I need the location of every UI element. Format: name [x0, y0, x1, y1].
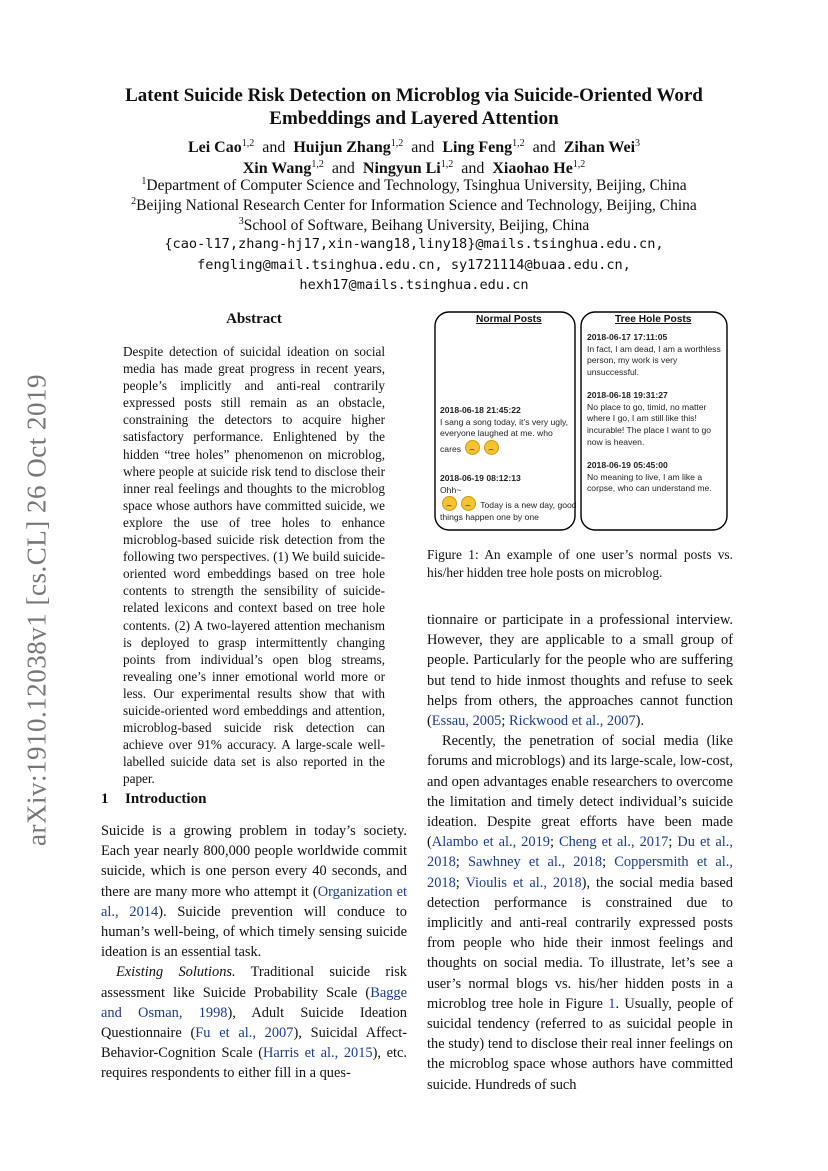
citation-link[interactable]: Fu et al., 2007 — [195, 1025, 294, 1042]
affiliation-sup: 1 — [141, 176, 147, 187]
citation-link[interactable]: Rickwood et al., 2007 — [508, 713, 636, 730]
email-line: fengling@mail.tsinghua.edu.cn, sy1721114@buaa.edu.cn, — [197, 256, 631, 273]
paragraph-lead: Existing Solutions. — [116, 964, 236, 981]
author-conjunction: and — [532, 139, 556, 156]
citation-link[interactable]: Essau, 2005 — [431, 713, 502, 730]
tree-hole-post — [587, 332, 723, 379]
author-name: Ningyun Li — [362, 160, 441, 177]
citation-link[interactable]: Organization et al., 2014 — [101, 883, 407, 920]
post-text: No meaning to live, I am like a corpse, who can understand me. — [587, 471, 712, 494]
intro-left-column — [101, 821, 407, 1084]
author-name: Xin Wang — [242, 160, 312, 177]
affiliation — [60, 176, 768, 196]
post-timestamp: 2018-06-19 08:12:13 — [440, 473, 521, 483]
author-affil-sup: 1,2 — [572, 159, 586, 170]
author-name: Xiaohao He — [492, 160, 573, 177]
affiliation-text: Department of Computer Science and Technology, Tsinghua University, Beijing, China — [146, 177, 687, 194]
tree-hole-post — [587, 390, 723, 449]
email-list — [60, 234, 768, 296]
email-line: {cao-l17,zhang-hj17,xin-wang18,liny18}@mails.tsinghua.edu.cn, — [164, 236, 664, 252]
affiliation — [60, 216, 768, 236]
post-text: I sang a song today, it’s very ugly, everyone laughed at me. who cares — [440, 416, 569, 455]
post-timestamp: 2018-06-19 05:45:00 — [587, 460, 668, 470]
arxiv-identifier: arXiv:1910.12038v1 [cs.CL] 26 Oct 2019 — [21, 374, 52, 846]
author-affil-sup: 1,2 — [440, 159, 454, 170]
citation-link[interactable]: Coppersmith et al., 2018 — [427, 854, 733, 891]
author-affil-sup: 1,2 — [311, 159, 324, 170]
figure-reference-link[interactable]: 1 — [608, 995, 616, 1012]
section-heading — [101, 791, 206, 808]
normal-post — [440, 405, 574, 456]
figure-1 — [434, 311, 728, 535]
affiliation-list — [60, 176, 768, 236]
author-name: Ling Feng — [442, 139, 513, 156]
post-text: Today is a new day, good things happen one by one — [440, 500, 577, 523]
intro-paragraph-2: Existing Solutions. Traditional suicide risk assessment like Suicide Probability Scale (Bagge and Osman, 1998), Adult Suicide Ideation Questionnaire (Fu et al., 2007), Suicidal Affect-Behavior-Cognition Scale (Harris et al., 2015), etc. requires respondents to either fill in a ques- — [101, 964, 408, 1082]
title-line-2: Embeddings and Layered Attention — [269, 108, 559, 129]
tree-hole-posts-title: Tree Hole Posts — [615, 314, 692, 325]
section-number: 1 — [101, 791, 109, 807]
body-paragraph-2: Recently, the penetration of social media (like forums and microblogs) and its large-scale, low-cost, and open advantages enable researchers to overcome the limitation and timely detect individual’s suicide ideation. Despite great efforts have been made (Alambo et al., 2019; Cheng et al., 2017; Du et al., 2018; Sawhney et al., 2018; Coppersmith et al., 2018; Vioulis et al., 2018), the social media based detection performance is constrained due to implicitly and anti-real contrarily expressed posts from people who hide their inmost feelings and thoughts on social media. To illustrate, let’s see a user’s normal blogs vs. his/her hidden posts in a microblog tree hole in Figure 1. Usually, people of suicidal tendency (referred to as suicidal people in the study) tend to disclose their real inner feelings on the microblog space whose authors have committed suicide. Hundreds of such — [427, 733, 734, 1093]
author-conjunction: and — [461, 160, 485, 177]
author-affil-sup: 1,2 — [512, 138, 525, 149]
author-name: Zihan Wei — [563, 139, 636, 156]
normal-post — [440, 473, 580, 524]
citation-link[interactable]: Vioulis et al., 2018 — [465, 874, 582, 891]
author-line-1 — [60, 137, 768, 158]
abstract-heading: Abstract — [226, 311, 282, 327]
post-timestamp: 2018-06-18 19:31:27 — [587, 390, 668, 400]
affiliation-sup: 3 — [238, 216, 244, 227]
citation-link[interactable]: Harris et al., 2015 — [263, 1045, 373, 1062]
post-text: Ohh~ — [440, 484, 462, 495]
author-conjunction: and — [411, 139, 435, 156]
author-conjunction: and — [262, 139, 286, 156]
citation-link[interactable]: Alambo et al., 2019 — [431, 834, 550, 851]
author-affil-sup: 1,2 — [241, 138, 255, 149]
laughing-emoji-icon — [484, 440, 499, 455]
sad-emoji-icon — [442, 496, 457, 511]
post-text: In fact, I am dead, I am a worthless person, my work is very unsuccessful. — [587, 343, 721, 378]
intro-paragraph-1: Suicide is a growing problem in today’s society. Each year nearly 800,000 people worldwide commit suicide, which is one person every 40 seconds, and there are many more who attempt it (Organization et al., 2014). Suicide prevention will conduce to human’s well-being, of which timely sensing suicide ideation is an essential task. — [101, 823, 407, 961]
citation-link[interactable]: Du et al., 2018 — [427, 834, 733, 871]
author-name: Huijun Zhang — [293, 139, 391, 156]
title-line-1: Latent Suicide Risk Detection on Microblog via Suicide-Oriented Word — [125, 85, 703, 106]
arxiv-sidebar — [12, 340, 62, 880]
section-title: Introduction — [125, 791, 207, 807]
email-line: hexh17@mails.tsinghua.edu.cn — [299, 277, 529, 293]
post-text: No place to go, timid, no matter where I go, I am still like this! incurable! The place I want to go now is heaven. — [587, 401, 712, 447]
affiliation-text: School of Software, Beihang University, Beijing, China — [243, 217, 590, 234]
author-name: Lei Cao — [187, 139, 242, 156]
citation-link[interactable]: Bagge and Osman, 1998 — [101, 984, 407, 1021]
abstract-body: Despite detection of suicidal ideation on social media has made great progress in recent years, people’s implicitly and anti-real contrarily expressed posts still remain as an obstacle, constraining the detectors to acquire higher satisfactory performance. Enlightened by the hidden “tree holes” phenomenon on microblog, where people at suicide risk tend to disclose their inner real feelings and thoughts to the microblog space whose authors have committed suicide, we explore the use of tree holes to enhance microblog-based suicide risk detection from the following two perspectives. (1) We build suicide-oriented word embeddings based on tree hole contents to strength the sensibility of suicide-related lexicons and context based on tree hole contents. (2) A two-layered attention mechanism is deployed to grasp intermittently changing points from individual’s open blog streams, revealing one’s inner emotional world more or less. Our experimental results show that with suicide-oriented word embeddings and attention, microblog-based suicide risk detection can achieve over 91% accuracy. A large-scale well-labelled suicide data set is also reported in the paper. — [123, 344, 385, 787]
author-affil-sup: 1,2 — [390, 138, 404, 149]
affiliation-sup: 2 — [131, 196, 137, 207]
affiliation-text: Beijing National Research Center for Information Science and Technology, Beijing, China — [136, 197, 697, 214]
citation-link[interactable]: Cheng et al., 2017 — [559, 834, 669, 851]
citation-link[interactable]: Sawhney et al., 2018 — [467, 854, 603, 871]
paper-title — [60, 84, 768, 130]
post-timestamp: 2018-06-18 21:45:22 — [440, 405, 521, 415]
tree-hole-post — [587, 460, 723, 495]
sad-emoji-icon — [461, 496, 476, 511]
body-paragraph-1: tionnaire or participate in a professional interview. However, they are applicable to a small group of people. Particularly for the people who are suffering but tend to hide inmost thoughts and refuse to seek helps from others, the approaches cannot function (Essau, 2005; Rickwood et al., 2007). — [427, 612, 733, 730]
post-timestamp: 2018-06-17 17:11:05 — [587, 332, 668, 342]
normal-posts-title: Normal Posts — [476, 314, 542, 325]
author-conjunction: and — [331, 160, 355, 177]
affiliation — [60, 196, 768, 216]
intro-right-column — [427, 610, 733, 1095]
laughing-emoji-icon — [465, 440, 480, 455]
author-affil-sup: 3 — [635, 138, 641, 149]
figure-caption: Figure 1: An example of one user’s normal posts vs. his/her hidden tree hole posts on microblog. — [427, 547, 733, 580]
author-list — [60, 137, 768, 179]
